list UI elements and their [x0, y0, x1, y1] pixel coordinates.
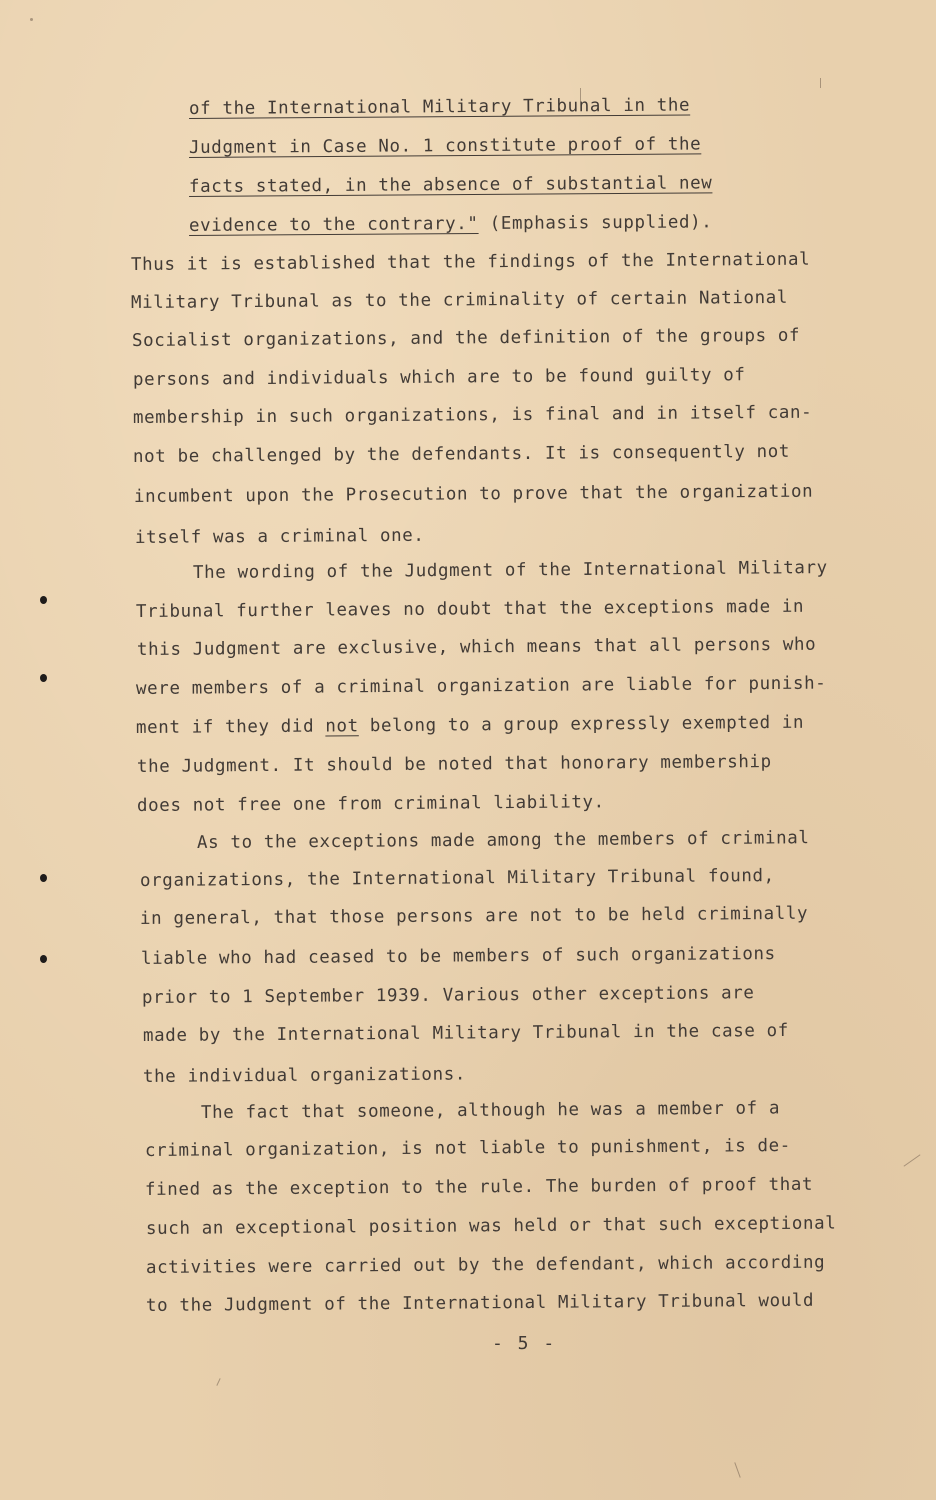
text-line: Socialist organizations, and the definition of the groups of	[131, 325, 801, 351]
text-line: activities were carried out by the defendant, which according	[145, 1252, 826, 1278]
binder-hole	[40, 674, 47, 682]
text-line: The fact that someone, although he was a member of a	[200, 1098, 781, 1123]
paper-speck	[734, 1462, 740, 1477]
text-line: in general, that those persons are not to be held criminally	[139, 903, 809, 929]
text-line: ment if they did not belong to a group expressly exempted in	[135, 712, 805, 738]
text-line: not be challenged by the defendants. It is consequently not	[132, 441, 791, 467]
paper-speck	[30, 18, 33, 21]
binder-hole	[40, 596, 47, 604]
text-line: facts stated, in the absence of substantial new	[188, 173, 713, 197]
text-line: The wording of the Judgment of the International Military	[192, 558, 828, 583]
binder-hole	[40, 955, 47, 963]
text-line: organizations, the International Military Tribunal found,	[139, 866, 775, 891]
text-line: this Judgment are exclusive, which means that all persons who	[136, 634, 817, 660]
text-line: Thus it is established that the findings of the International	[130, 249, 811, 275]
text-line: made by the International Military Tribunal in the case of	[142, 1020, 789, 1046]
text-line: Military Tribunal as to the criminality of certain National	[130, 287, 789, 313]
text-line: the Judgment. It should be noted that honorary membership	[136, 752, 772, 777]
text-line: such an exceptional position was held or that such exceptional	[145, 1213, 837, 1239]
text-line: incumbent upon the Prosecution to prove that the organization	[133, 481, 814, 507]
binder-hole	[40, 874, 47, 882]
text-line: persons and individuals which are to be found guilty of	[132, 365, 746, 390]
paper-speck	[904, 1154, 921, 1166]
text-line: prior to 1 September 1939. Various other exceptions are	[141, 983, 755, 1008]
page-number: - 5 -	[492, 1333, 557, 1354]
text-line: of the International Military Tribunal in the	[188, 95, 691, 119]
text-line: membership in such organizations, is final and in itself can-	[132, 402, 813, 428]
text-line: itself was a criminal one.	[134, 525, 425, 548]
text-line: As to the exceptions made among the members of criminal	[196, 828, 810, 853]
paper-speck	[216, 1378, 220, 1386]
text-line: the individual organizations.	[142, 1064, 467, 1087]
text-line: fined as the exception to the rule. The burden of proof that	[144, 1174, 814, 1200]
text-line: evidence to the contrary." (Emphasis supplied).	[188, 212, 713, 236]
text-line: Tribunal further leaves no doubt that the exceptions made in	[135, 596, 805, 622]
text-line: does not free one from criminal liability.	[136, 792, 605, 816]
text-line: liable who had ceased to be members of such organizations	[140, 944, 776, 969]
text-line: criminal organization, is not liable to punishment, is de-	[144, 1135, 791, 1161]
text-line: Judgment in Case No. 1 constitute proof of the	[188, 134, 702, 158]
text-line: were members of a criminal organization are liable for punish-	[135, 673, 827, 699]
paper-speck	[820, 78, 821, 88]
text-line: to the Judgment of the International Military Tribunal would	[145, 1290, 815, 1316]
